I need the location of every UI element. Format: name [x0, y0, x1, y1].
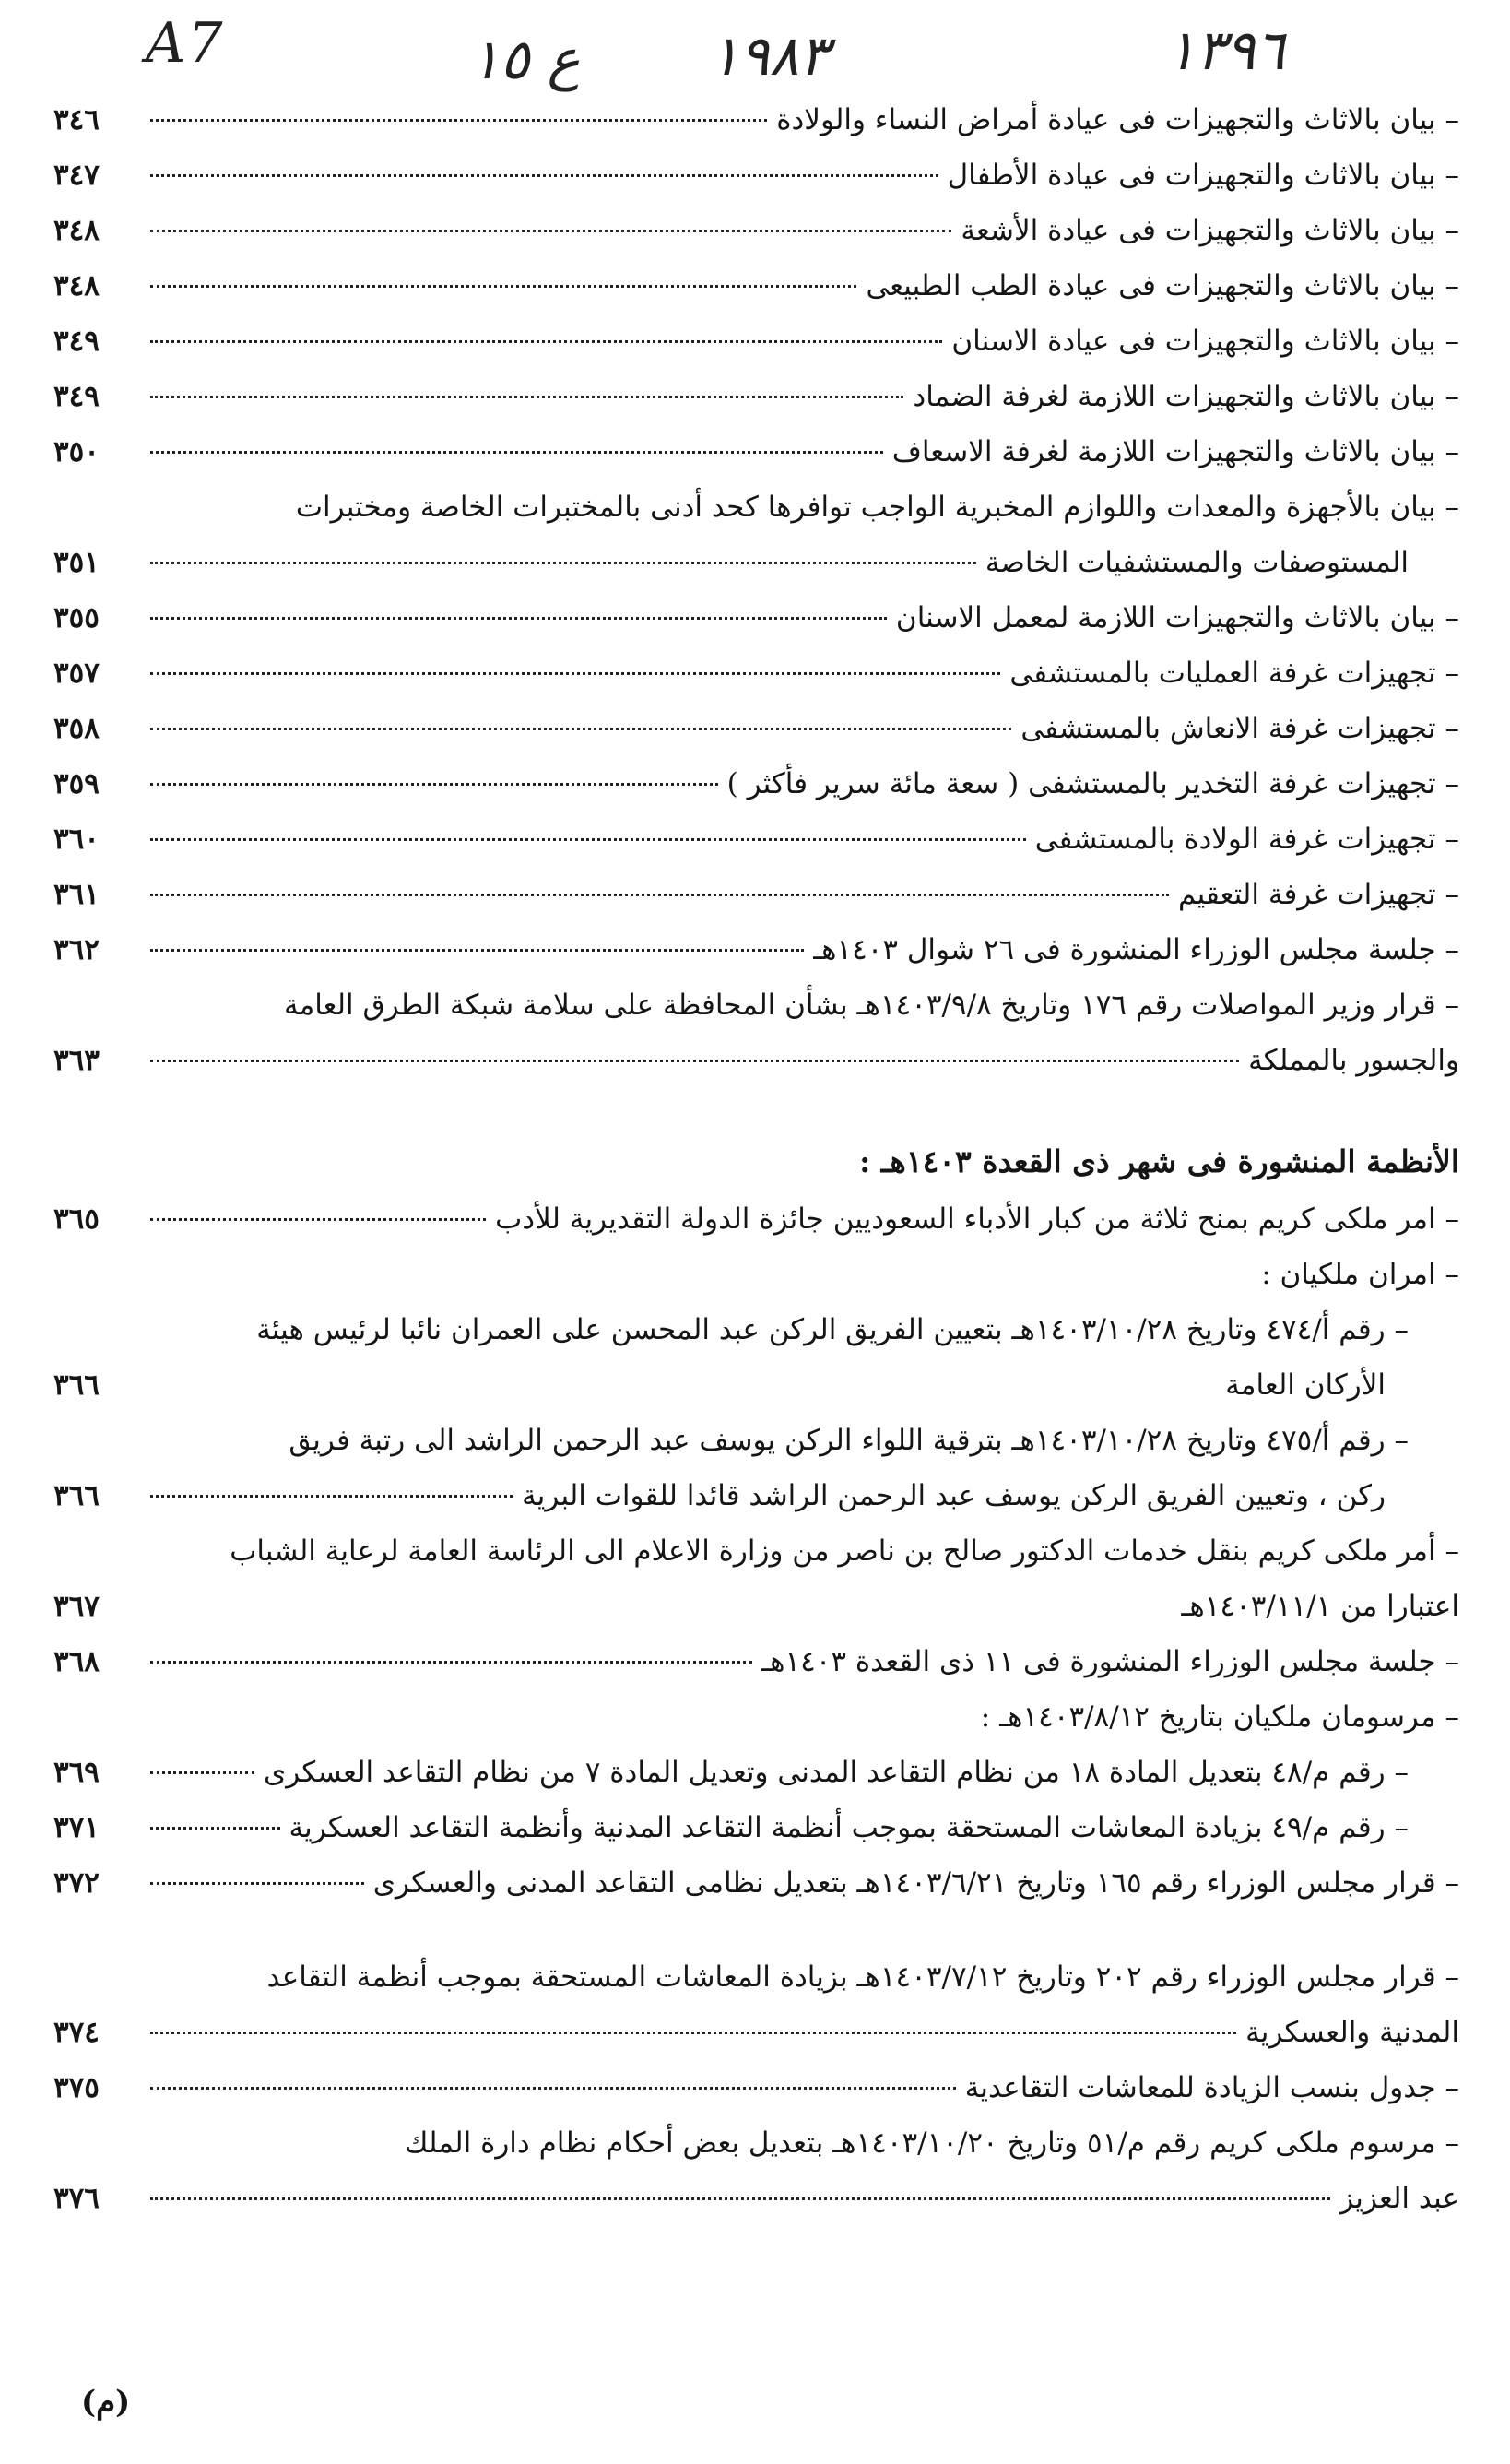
toc-entry-text: المدنية والعسكرية: [1245, 2016, 1459, 2049]
handwritten-mark: ع ١٥: [470, 28, 581, 92]
dot-leader: [150, 1771, 254, 1774]
toc-entry-text: والجسور بالمملكة: [1248, 1044, 1459, 1077]
dot-leader: [150, 451, 883, 454]
toc-entry-text: – بيان بالاثاث والتجهيزات فى عيادة الطب الطبيعى: [866, 269, 1459, 302]
toc-group-label: – مرسومان ملكيان بتاريخ ١٤٠٣/٨/١٢هـ :: [980, 1700, 1459, 1734]
toc-entry: [53, 314, 1459, 369]
toc-entry-text: – رقم م/٤٨ بتعديل المادة ١٨ من نظام التقاعد المدنى وتعديل المادة ٧ من نظام التقاعد العسكرى: [263, 1756, 1409, 1789]
dot-leader: [150, 949, 804, 952]
toc-entry-line1: – مرسوم ملكى كريم رقم م/٥١ وتاريخ ١٤٠٣/١٠/٢٠هـ بتعديل بعض أحكام نظام دارة الملك: [404, 2126, 1459, 2160]
dot-leader: [150, 894, 1169, 896]
toc-page-number: ٣٤٩: [53, 380, 100, 413]
page-footer-marker: (م): [81, 2384, 131, 2421]
toc-page-number: ٣٤٨: [53, 214, 100, 247]
dot-leader: [150, 174, 938, 177]
toc-page-number: ٣٥٧: [53, 657, 100, 690]
toc-entry: [53, 258, 1459, 314]
toc-entry-text: المستوصفات والمستشفيات الخاصة: [985, 546, 1409, 579]
toc-entry: [53, 203, 1459, 258]
toc-page-number: ٣٦٥: [53, 1202, 100, 1236]
toc-page-number: ٣٥٨: [53, 712, 100, 745]
toc-entry: [53, 811, 1459, 867]
dot-leader: [150, 1882, 364, 1885]
toc-page-number: ٣٦٩: [53, 1756, 100, 1789]
toc-entry-text: – بيان بالاثاث والتجهيزات اللازمة لغرفة الضماد: [913, 380, 1459, 413]
dot-leader: [150, 617, 887, 620]
toc-entry: [53, 1855, 1459, 1911]
dot-leader: [150, 2032, 1236, 2034]
toc-page-number: ٣٧٥: [53, 2071, 100, 2104]
toc-entry-line1: – رقم أ/٤٧٥ وتاريخ ١٤٠٣/١٠/٢٨هـ بترقية اللواء الركن يوسف عبد الرحمن الراشد الى رتبة فريق: [289, 1424, 1409, 1457]
toc-entry-text: – بيان بالاثاث والتجهيزات اللازمة لغرفة الاسعاف: [891, 435, 1459, 468]
toc-entry: [53, 756, 1459, 811]
toc-page-number: ٣٤٦: [53, 103, 100, 136]
toc-entry-text: ركن ، وتعيين الفريق الركن يوسف عبد الرحمن الراشد قائدا للقوات البرية: [522, 1479, 1386, 1512]
toc-entry-text: اعتبارا من ١٤٠٣/١١/١هـ: [1181, 1590, 1459, 1623]
dot-leader: [150, 2087, 956, 2090]
toc-entry-text: – بيان بالاثاث والتجهيزات فى عيادة الأطفال: [947, 159, 1459, 192]
toc-entry: [53, 2060, 1459, 2115]
toc-entry: [53, 1579, 1459, 1634]
toc-page-number: ٣٥٥: [53, 601, 100, 634]
toc-entry-line1: – قرار مجلس الوزراء رقم ٢٠٢ وتاريخ ١٤٠٣/٧/١٢هـ بزيادة المعاشات المستحقة بموجب أنظمة التقاعد: [266, 1961, 1459, 1994]
toc-entry: [53, 922, 1459, 977]
toc-page-number: ٣٦٦: [53, 1479, 100, 1512]
toc-page-number: ٣٧٦: [53, 2182, 100, 2215]
toc-entry: [53, 148, 1459, 203]
toc-page-number: ٣٦١: [53, 878, 100, 911]
toc-entry-text: – امر ملكى كريم بمنح ثلاثة من كبار الأدباء السعوديين جائزة الدولة التقديرية للأدب: [495, 1202, 1459, 1236]
toc-page-number: ٣٤٧: [53, 159, 100, 192]
dot-leader: [150, 285, 856, 288]
toc-page-number: ٣٦٦: [53, 1368, 100, 1402]
dot-leader: [150, 1218, 486, 1221]
toc-entry: [53, 369, 1459, 424]
toc-entry-text: – جلسة مجلس الوزراء المنشورة فى ٢٦ شوال ١٤٠٣هـ: [812, 933, 1459, 966]
handwritten-mark: A7: [146, 11, 225, 76]
toc-entry-text: – بيان بالاثاث والتجهيزات فى عيادة الاسنان: [951, 325, 1459, 358]
toc-entry: [53, 1745, 1459, 1800]
toc-entry: [53, 701, 1459, 756]
toc-entry-text: – جلسة مجلس الوزراء المنشورة فى ١١ ذى القعدة ١٤٠٣هـ: [761, 1645, 1459, 1678]
toc-page-number: ٣٧١: [53, 1811, 100, 1844]
toc-page-number: ٣٦٧: [53, 1590, 100, 1623]
toc-entry: [53, 92, 1459, 148]
dot-leader: [150, 396, 903, 398]
toc-entry-text: – تجهيزات غرفة الولادة بالمستشفى: [1034, 823, 1459, 856]
toc-page-number: ٣٥١: [53, 546, 100, 579]
toc-entry-text: – رقم م/٤٩ بزيادة المعاشات المستحقة بموجب أنظمة التقاعد المدنية وأنظمة التقاعد العسكرية: [289, 1811, 1409, 1844]
toc-entry-text: – تجهيزات غرفة التعقيم: [1177, 878, 1459, 911]
toc-page-number: ٣٤٨: [53, 269, 100, 302]
toc-group-label: – امران ملكيان :: [1261, 1258, 1459, 1291]
toc-entry-line1: – بيان بالأجهزة والمعدات واللوازم المخبرية الواجب توافرها كحد أدنى بالمختبرات الخاصة ومختبرات: [295, 491, 1459, 524]
toc-entry: [53, 1191, 1459, 1247]
toc-entry: [53, 867, 1459, 922]
toc-entry: [53, 2171, 1459, 2226]
toc-page-number: ٣٥٩: [53, 767, 100, 800]
toc-entry-text: – بيان بالاثاث والتجهيزات فى عيادة أمراض النساء والولادة: [776, 103, 1459, 136]
toc-page-number: ٣٥٠: [53, 435, 100, 468]
toc-page-number: ٣٦٠: [53, 823, 100, 856]
toc-entry-text: – بيان بالاثاث والتجهيزات فى عيادة الأشعة: [961, 214, 1459, 247]
toc-entry: [53, 1033, 1459, 1088]
dot-leader: [150, 1060, 1239, 1062]
toc-entry-text: – جدول بنسب الزيادة للمعاشات التقاعدية: [964, 2071, 1459, 2104]
toc-entry: [53, 646, 1459, 701]
toc-page-number: ٣٦٣: [53, 1044, 100, 1077]
toc-page-number: ٣٤٩: [53, 325, 100, 358]
toc-entry-text: – تجهيزات غرفة الانعاش بالمستشفى: [1020, 712, 1459, 745]
dot-leader: [150, 340, 942, 343]
toc-page-number: ٣٧٢: [53, 1866, 100, 1900]
dot-leader: [150, 838, 1026, 841]
toc-entry: [53, 1357, 1459, 1413]
toc-entry: [53, 1468, 1459, 1523]
dot-leader: [150, 1495, 513, 1498]
dot-leader: [150, 728, 1011, 730]
toc-entry: [53, 2005, 1459, 2060]
section-heading: الأنظمة المنشورة فى شهر ذى القعدة ١٤٠٣هـ :: [859, 1143, 1459, 1179]
spacer: [53, 1911, 1459, 1949]
dot-leader: [150, 1384, 1216, 1387]
dot-leader: [150, 2197, 1330, 2200]
toc-entry: [53, 1634, 1459, 1689]
dot-leader: [150, 783, 718, 786]
dot-leader: [150, 1605, 1172, 1608]
toc-entry-text: – بيان بالاثاث والتجهيزات اللازمة لمعمل الاسنان: [895, 601, 1459, 634]
dot-leader: [150, 119, 767, 122]
handwritten-mark: ١٩٨٣: [710, 24, 829, 89]
toc-entry: [53, 424, 1459, 480]
dot-leader: [150, 230, 951, 232]
toc-page-number: ٣٦٨: [53, 1645, 100, 1678]
toc-entry-text: – تجهيزات غرفة العمليات بالمستشفى: [1009, 657, 1459, 690]
toc-entry-text: عبد العزيز: [1339, 2182, 1459, 2215]
dot-leader: [150, 672, 1000, 675]
toc-entry-line1: – قرار وزير المواصلات رقم ١٧٦ وتاريخ ١٤٠٣/٩/٨هـ بشأن المحافظة على سلامة شبكة الطرق العامة: [283, 989, 1459, 1022]
toc-page-number: ٣٧٤: [53, 2016, 100, 2049]
dot-leader: [150, 562, 976, 564]
dot-leader: [150, 1827, 280, 1830]
handwritten-mark: ١٣٩٦: [1166, 18, 1285, 83]
toc-page-number: ٣٦٢: [53, 933, 100, 966]
toc-entry: [53, 535, 1459, 590]
toc-entry-line1: – أمر ملكى كريم بنقل خدمات الدكتور صالح بن ناصر من وزارة الاعلام الى الرئاسة العامة لرعاية الشباب: [230, 1534, 1459, 1568]
toc-entry-text: – قرار مجلس الوزراء رقم ١٦٥ وتاريخ ١٤٠٣/٦/٢١هـ بتعديل نظامى التقاعد المدنى والعسكرى: [372, 1866, 1459, 1900]
table-of-contents: [53, 92, 1459, 2226]
toc-entry: [53, 590, 1459, 646]
dot-leader: [150, 1661, 752, 1664]
toc-entry-text: الأركان العامة: [1225, 1368, 1386, 1402]
toc-entry: [53, 1800, 1459, 1855]
toc-entry-line1: – رقم أ/٤٧٤ وتاريخ ١٤٠٣/١٠/٢٨هـ بتعيين الفريق الركن عبد المحسن على العمران نائبا لرئيس هيئة: [256, 1313, 1409, 1346]
toc-entry-text: – تجهيزات غرفة التخدير بالمستشفى ( سعة مائة سرير فأكثر ): [726, 767, 1459, 800]
